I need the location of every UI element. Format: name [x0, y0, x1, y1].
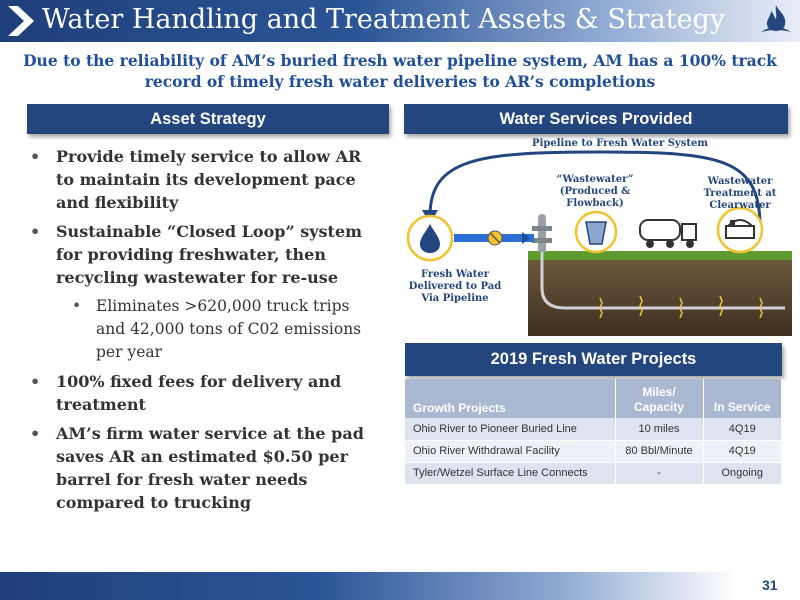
table-cell: Ongoing: [703, 462, 782, 484]
wastewater-label: “Wastewater” (Produced & Flowback): [556, 174, 634, 209]
diagram-graphic: [400, 138, 800, 338]
projects-table-title: 2019 Fresh Water Projects: [405, 343, 782, 376]
sub-bullet-item: • Eliminates >620,000 truck trips and 42,000 tons of C02 emissions per year: [28, 295, 383, 364]
water-services-header: Water Services Provided: [404, 104, 788, 134]
grass: [528, 251, 792, 260]
asset-strategy-list: [28, 145, 383, 520]
table-cell: 10 miles: [615, 418, 703, 440]
column-header: Miles/ Capacity: [615, 379, 703, 418]
table-cell: Tyler/Wetzel Surface Line Connects: [405, 462, 615, 484]
table-cell: -: [615, 462, 703, 484]
bullet-item: • AM’s firm water service at the pad saves AR an estimated $0.50 per barrel for fresh water needs compared to trucking: [28, 422, 383, 514]
table-cell: Ohio River Withdrawal Facility: [405, 440, 615, 462]
subtitle: Due to the reliability of AM’s buried fresh water pipeline system, AM has a 100% track record of timely fresh water deliveries to AR’s completions: [23, 51, 777, 91]
wellhead-icon: [532, 214, 552, 252]
bullet-item: • Provide timely service to allow AR to maintain its development pace and flexibility: [28, 145, 383, 214]
treatment-label: Wastewater Treatment at Clearwater: [703, 176, 777, 211]
table-cell: 80 Bbl/Minute: [615, 440, 703, 462]
chevron-right-icon: [8, 6, 36, 36]
fresh-water-label: Fresh Water Delivered to Pad Via Pipeline: [408, 269, 502, 304]
pipeline-label: Pipeline to Fresh Water System: [532, 138, 708, 149]
bullet-item: • 100% fixed fees for delivery and treatment: [28, 370, 383, 416]
projects-table: [405, 379, 782, 485]
table-row: [405, 418, 782, 440]
table-cell: 4Q19: [703, 440, 782, 462]
tank-icon: [586, 222, 606, 244]
arrow-right-icon: [522, 232, 530, 244]
footer-bar: [0, 572, 800, 600]
table-cell: Ohio River to Pioneer Buried Line: [405, 418, 615, 440]
table-cell: 4Q19: [703, 418, 782, 440]
asset-strategy-header: Asset Strategy: [27, 104, 389, 134]
table-row: [405, 462, 782, 484]
table-row: [405, 440, 782, 462]
column-header: In Service: [703, 379, 782, 418]
ground: [528, 256, 792, 336]
bullet-item: • Sustainable “Closed Loop” system for providing freshwater, then recycling wastewater for re-use: [28, 220, 383, 289]
page-number: 31: [762, 577, 778, 593]
water-cycle-diagram: [400, 138, 800, 338]
column-header: Growth Projects: [405, 379, 615, 418]
page-title: Water Handling and Treatment Assets & Strategy: [42, 4, 726, 35]
truck-icon: [640, 220, 696, 248]
logo-icon: [757, 2, 795, 40]
